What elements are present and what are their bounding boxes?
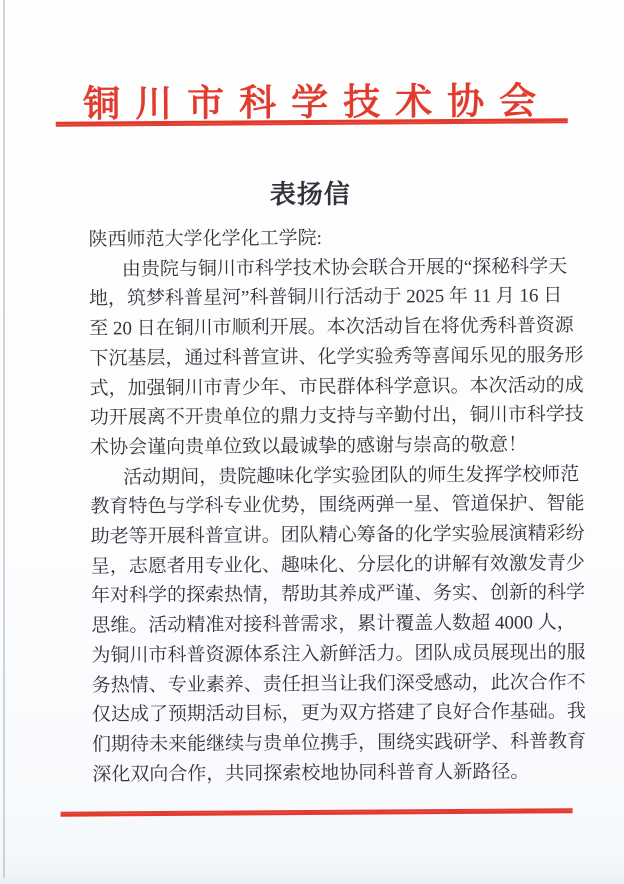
body-line: 功开展离不开贵单位的鼎力支持与辛勤付出，铜川市科学技 <box>89 404 584 429</box>
org-name-header: 铜川市科学技术协会 <box>82 81 552 126</box>
letter-title: 表扬信 <box>269 179 351 210</box>
body-line: 式，加强铜川市青少年、市民群体科学意识。本次活动的成 <box>89 374 584 400</box>
body-line: 至 20 日在铜川市顺利开展。本次活动旨在将优秀科普资源 <box>89 315 574 340</box>
body-line: 教育特色与学科专业优势，围绕两弹一星、管道保护、智能 <box>90 493 585 518</box>
salutation: 陕西师范大学化学化工学院: <box>88 227 322 251</box>
body-line: 地，筑梦科普星河”科普铜川行活动于 2025 年 11 月 16 日 <box>88 285 563 310</box>
body-line: 由贵院与铜川市科学技术协会联合开展的“探秘科学天 <box>121 255 568 281</box>
body-line: 术协会谨向贵单位致以最诚挚的感谢与崇高的敬意！ <box>89 434 528 459</box>
letter-body <box>88 222 587 789</box>
page-edge-shadow-bottom <box>0 879 624 884</box>
body-line: 务热情、专业素养、责任担当让我们深受感动，此次合作不 <box>91 671 586 697</box>
body-line: 下沉基层，通过科普宣讲、化学实验秀等喜闻乐见的服务形 <box>89 344 584 370</box>
body-line: 思维。活动精准对接科普需求，累计覆盖人数超 4000 人， <box>91 612 576 637</box>
body-line: 深化双向合作，共同探索校地协同科普育人新路径。 <box>92 761 530 786</box>
body-line: 呈，志愿者用专业化、趣味化、分层化的讲解有效激发青少 <box>90 552 585 578</box>
body-line: 们期待未来能继续与贵单位携手，围绕实践研学、科普教育 <box>92 731 587 756</box>
body-line: 活动期间，贵院趣味化学实验团队的师生发挥学校师范 <box>123 463 580 488</box>
body-line: 仅达成了预期活动目标，更为双方搭建了良好合作基础。我 <box>91 701 586 726</box>
body-line: 年对科学的探索热情，帮助其养成严谨、务实、创新的科学 <box>90 582 586 607</box>
body-line: 助老等开展科普宣讲。团队精心筹备的化学实验展演精彩纷 <box>90 523 585 548</box>
footer-rule <box>61 808 573 817</box>
body-line: 为铜川市科普资源体系注入新鲜活力。团队成员展现出的服 <box>91 641 586 667</box>
